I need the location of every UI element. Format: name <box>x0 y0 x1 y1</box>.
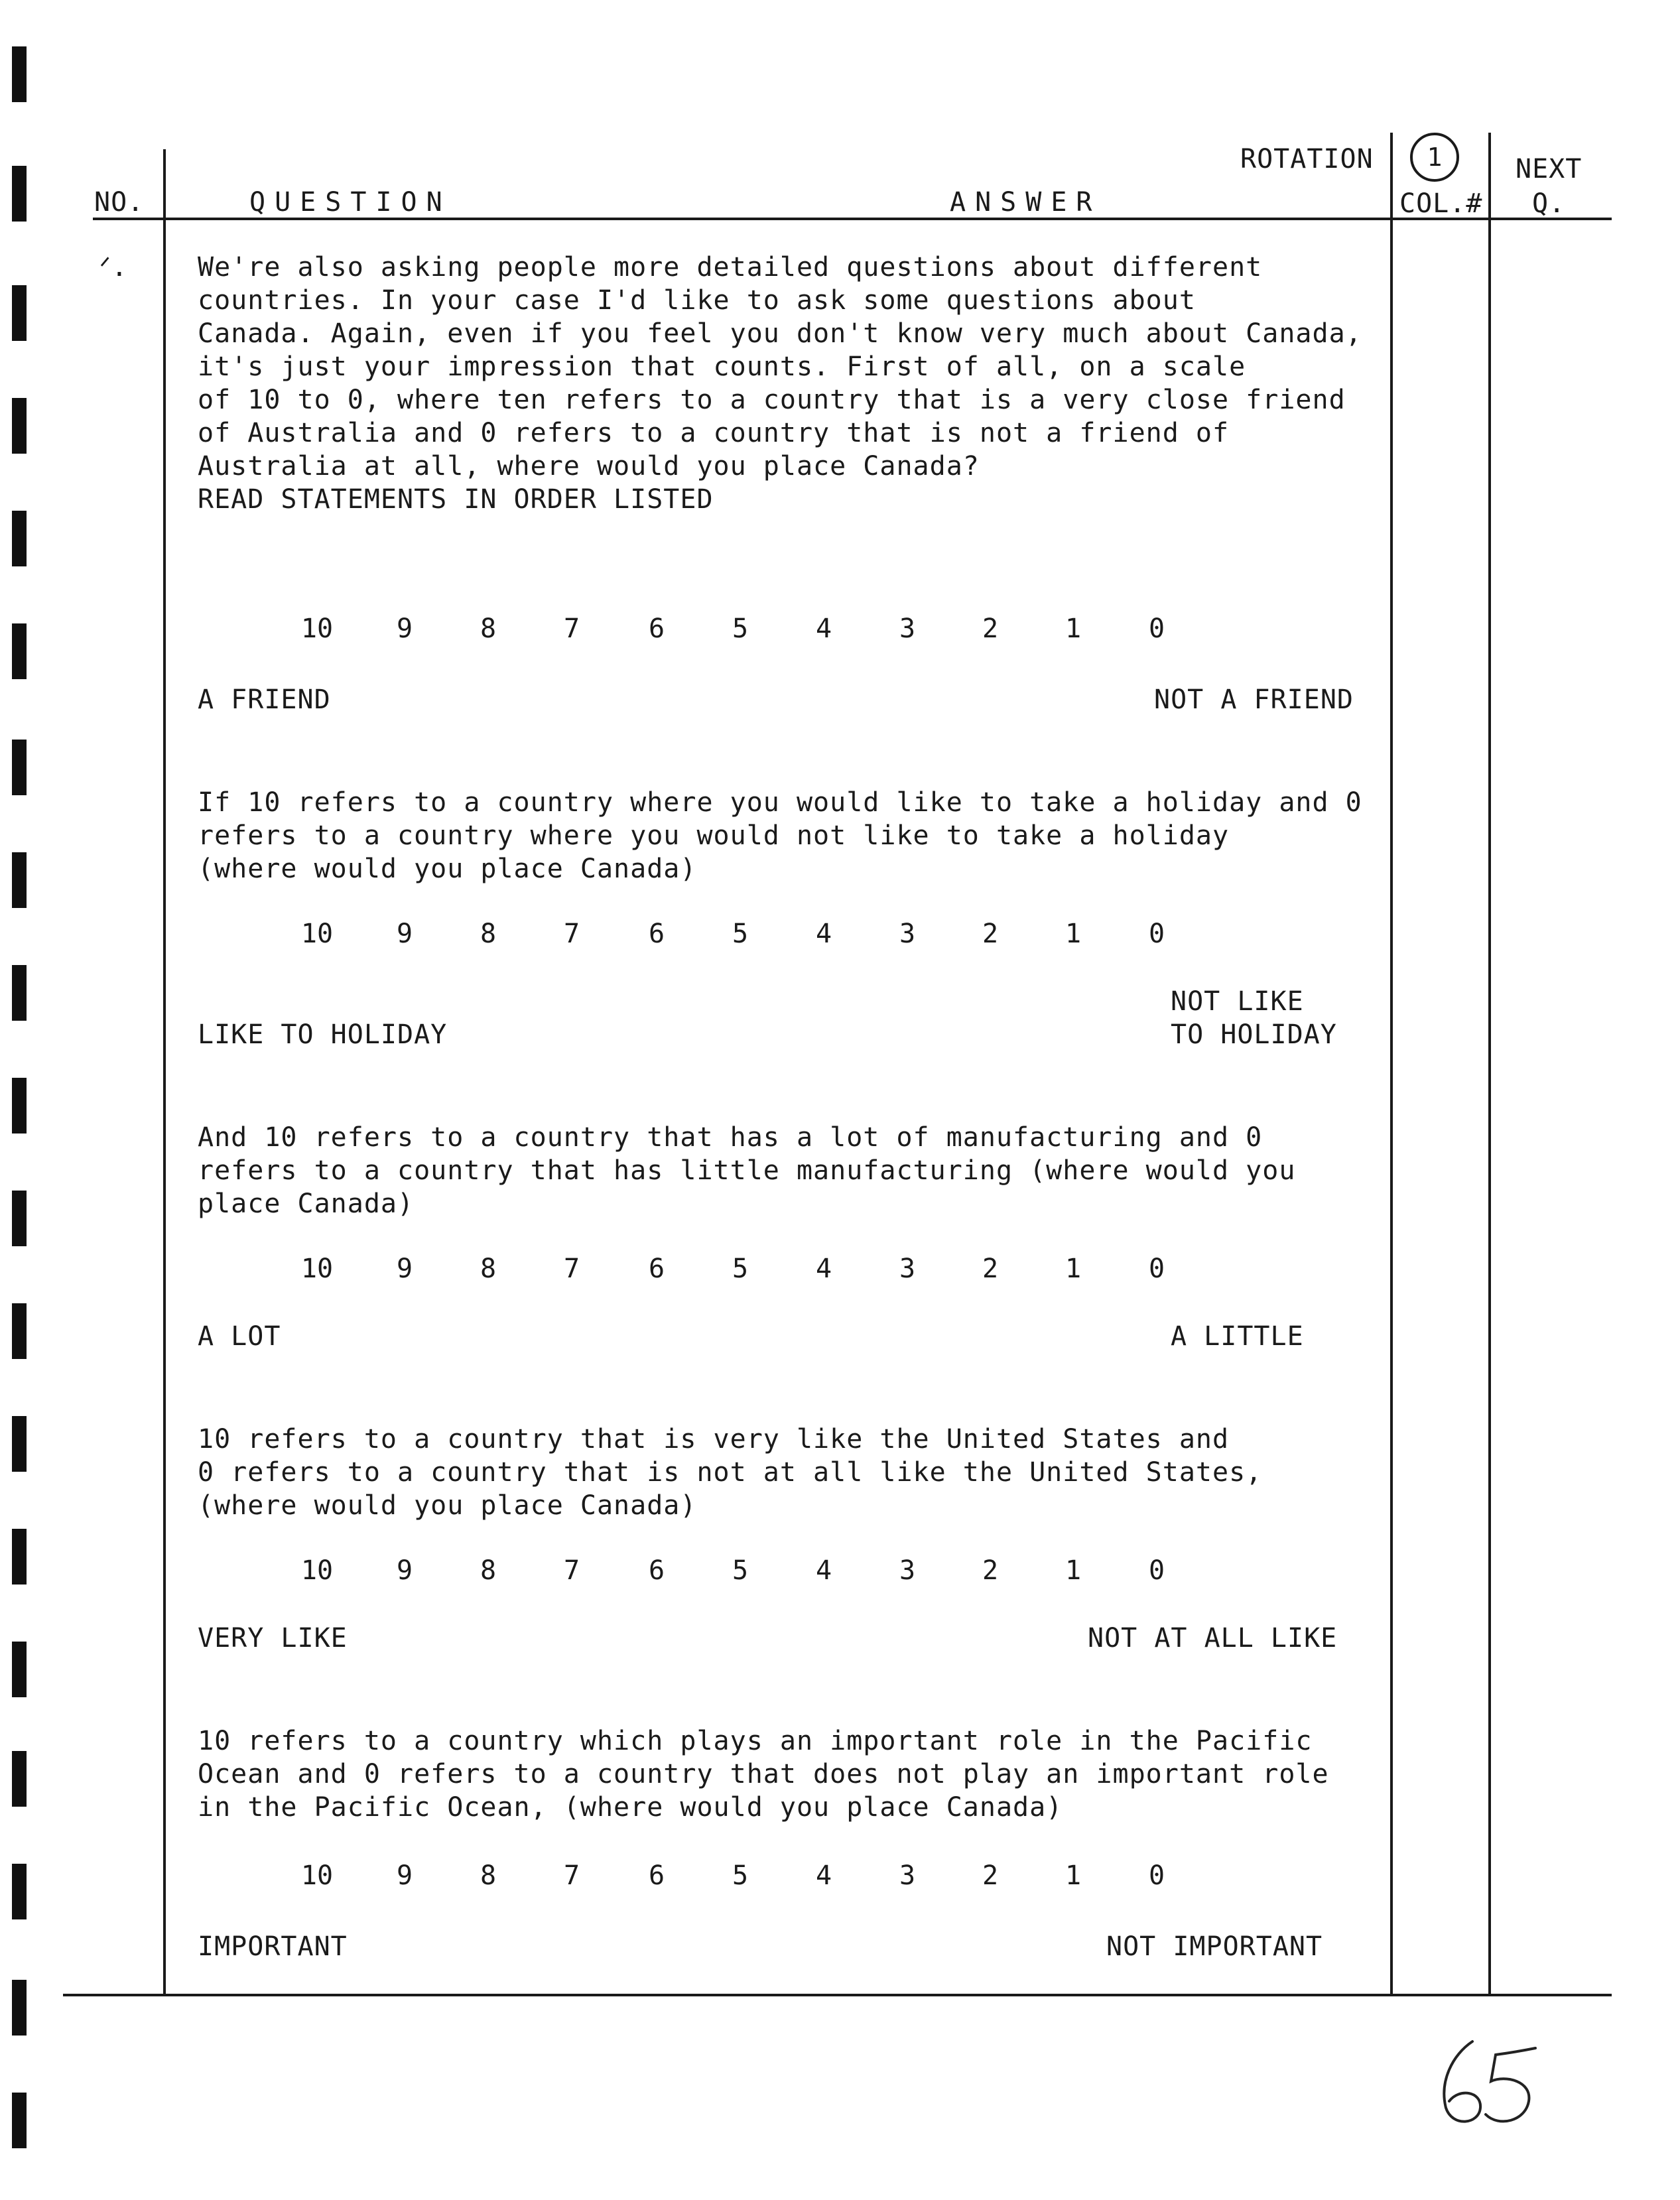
scale-value: 3 <box>899 1254 916 1284</box>
scale-right-label: NOT A FRIEND <box>1154 684 1354 715</box>
rating-scale-2 <box>198 919 1259 952</box>
scale-value: 2 <box>982 614 999 644</box>
intro-question: We're also asking people more detailed questions about different countries. In your case I'd like to ask some questions about Canada. Again, even if you feel you don't know very much about Canada, it's just your impression that counts. First of all, on a scale of 10 to 0, where ten refers to a country that is a very close friend of Australia and 0 refers to a country that is not a friend of Australia at all, where would you place Canada? READ STATEMENTS IN ORDER LISTED <box>198 252 1362 515</box>
scale-value: 2 <box>982 1254 999 1284</box>
scale-value: 3 <box>899 919 916 949</box>
scale-value: 1 <box>1065 1555 1082 1586</box>
scale-value: 6 <box>648 614 665 644</box>
question-prompt: If 10 refers to a country where you would like to take a holiday and 0 refers to a country where you would not like to take a holiday (where would you place Canada) <box>198 787 1362 884</box>
scale-value: 4 <box>815 1254 832 1284</box>
scale-value: 6 <box>648 919 665 949</box>
table-bottom-rule <box>63 1994 1612 1996</box>
header-col: COL.# <box>1399 188 1483 219</box>
scale-value: 8 <box>480 614 497 644</box>
scale-value: 3 <box>899 614 916 644</box>
question-prompt: 10 refers to a country which plays an important role in the Pacific Ocean and 0 refers to a country that does not play an important role in the Pacific Ocean, (where would you place Canada) <box>198 1726 1329 1823</box>
scale-left-label: A LOT <box>198 1321 281 1352</box>
divider-answer-col <box>1390 133 1393 1996</box>
scale-value: 8 <box>480 1555 497 1586</box>
scale-value: 10 <box>300 1254 334 1284</box>
scale-value: 4 <box>815 919 832 949</box>
rating-scale-4 <box>198 1555 1259 1588</box>
header-question: QUESTION <box>249 187 452 218</box>
rating-scale-1 <box>198 614 1259 647</box>
scale-value: 1 <box>1065 919 1082 949</box>
scale-left-label: IMPORTANT <box>198 1931 348 1962</box>
scale-right-label: NOT IMPORTANT <box>1106 1931 1323 1962</box>
scale-value: 8 <box>480 1254 497 1284</box>
scale-value: 0 <box>1148 614 1165 644</box>
scale-right-label: A LITTLE <box>1171 1321 1304 1352</box>
scale-value: 9 <box>396 1555 413 1586</box>
rating-scale-5 <box>198 1860 1259 1894</box>
header-next-line1: NEXT <box>1516 154 1583 184</box>
divider-col-next <box>1488 133 1491 1996</box>
header-answer: ANSWER <box>950 187 1102 218</box>
scale-value: 10 <box>300 1555 334 1586</box>
scale-value: 0 <box>1148 919 1165 949</box>
scale-value: 4 <box>815 1860 832 1891</box>
header-next-line2: Q. <box>1532 188 1566 219</box>
question-number: ᐟ. <box>99 252 129 283</box>
scale-value: 1 <box>1065 1860 1082 1891</box>
question-prompt: And 10 refers to a country that has a lot of manufacturing and 0 refers to a country that has little manufacturing (where would you place Canada) <box>198 1122 1296 1219</box>
scale-value: 3 <box>899 1860 916 1891</box>
scale-right-label: NOT AT ALL LIKE <box>1088 1623 1338 1653</box>
scale-value: 7 <box>563 1555 580 1586</box>
scale-value: 7 <box>563 1860 580 1891</box>
scale-value: 9 <box>396 614 413 644</box>
scale-left-label: LIKE TO HOLIDAY <box>198 1019 448 1050</box>
handwritten-page-number <box>1426 2035 1545 2134</box>
rating-scale-3 <box>198 1254 1259 1287</box>
scale-right-label: NOT LIKE TO HOLIDAY <box>1171 986 1337 1050</box>
scale-value: 8 <box>480 919 497 949</box>
header-rotation: ROTATION <box>1240 144 1374 174</box>
scale-value: 2 <box>982 919 999 949</box>
scale-value: 7 <box>563 1254 580 1284</box>
scale-value: 0 <box>1148 1254 1165 1284</box>
scale-value: 4 <box>815 614 832 644</box>
scale-value: 5 <box>732 614 749 644</box>
scale-value: 10 <box>300 1860 334 1891</box>
scale-value: 5 <box>732 1254 749 1284</box>
scale-value: 6 <box>648 1555 665 1586</box>
scale-value: 7 <box>563 919 580 949</box>
scale-value: 1 <box>1065 614 1082 644</box>
scale-value: 0 <box>1148 1860 1165 1891</box>
scale-value: 2 <box>982 1860 999 1891</box>
scale-value: 9 <box>396 1254 413 1284</box>
scale-value: 6 <box>648 1860 665 1891</box>
scale-left-label: A FRIEND <box>198 684 331 715</box>
scale-value: 5 <box>732 1860 749 1891</box>
scale-left-label: VERY LIKE <box>198 1623 348 1653</box>
scale-value: 10 <box>300 614 334 644</box>
header-no: NO. <box>94 187 145 218</box>
divider-no-question <box>163 149 166 1996</box>
question-prompt: 10 refers to a country that is very like the United States and 0 refers to a country that is not at all like the United States, (where would you place Canada) <box>198 1424 1263 1521</box>
rotation-circled-number: 1 <box>1410 133 1459 182</box>
scale-value: 0 <box>1148 1555 1165 1586</box>
scale-value: 3 <box>899 1555 916 1586</box>
scale-value: 5 <box>732 1555 749 1586</box>
scale-value: 7 <box>563 614 580 644</box>
scale-value: 10 <box>300 919 334 949</box>
scale-value: 5 <box>732 919 749 949</box>
scale-value: 9 <box>396 1860 413 1891</box>
scale-value: 4 <box>815 1555 832 1586</box>
scale-value: 9 <box>396 919 413 949</box>
scale-value: 6 <box>648 1254 665 1284</box>
scale-value: 2 <box>982 1555 999 1586</box>
scale-value: 8 <box>480 1860 497 1891</box>
scale-value: 1 <box>1065 1254 1082 1284</box>
